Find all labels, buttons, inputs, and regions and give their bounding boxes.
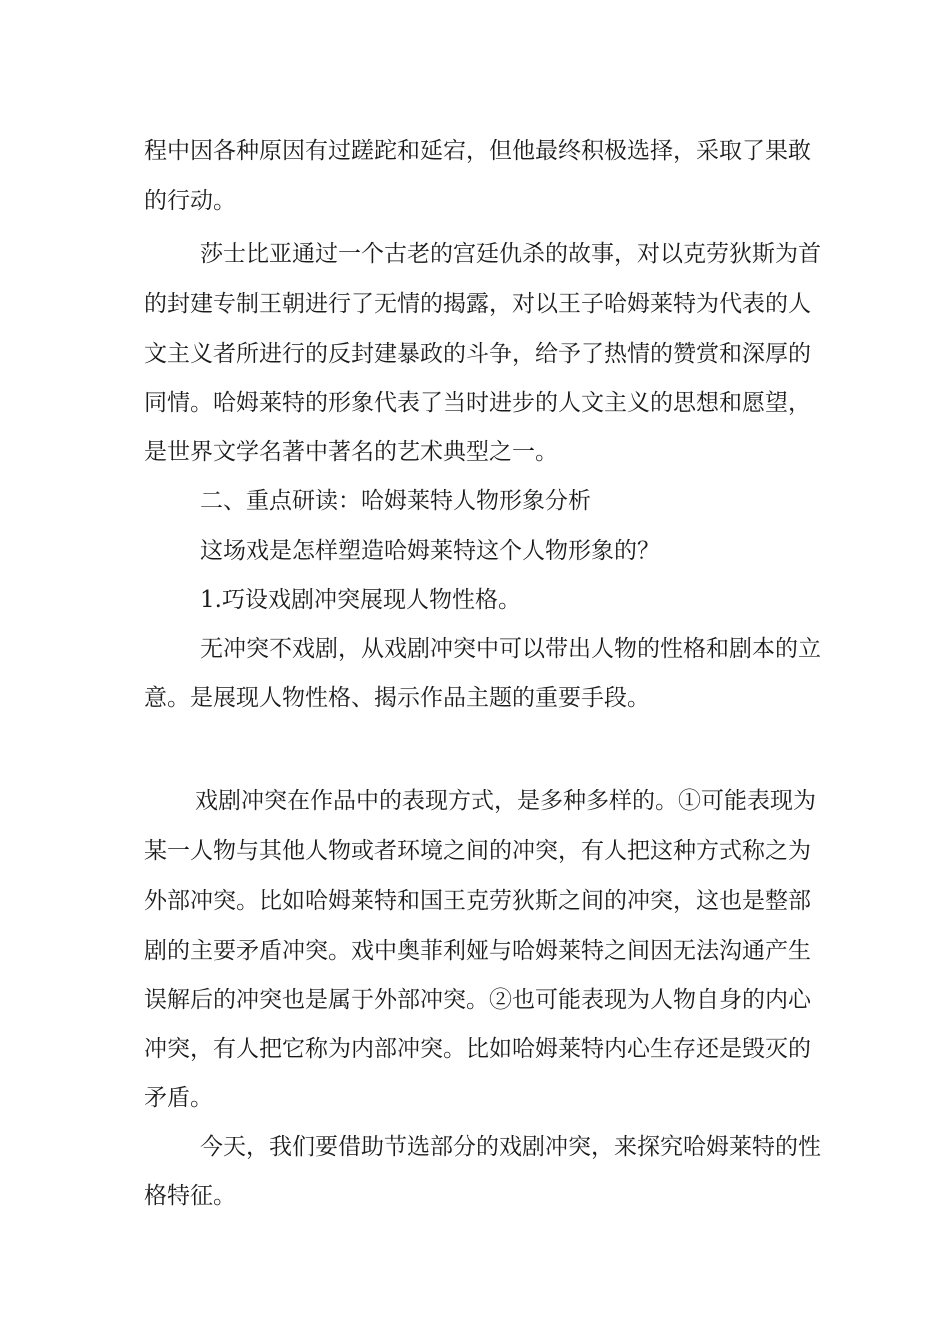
- paragraph-4-line-4: 剧的主要矛盾冲突。戏中奥菲利娅与哈姆莱特之间因无法沟通产生: [144, 938, 811, 964]
- paragraph-4-line-6: 冲突，有人把它称为内部冲突。比如哈姆莱特内心生存还是毁灭的: [144, 1036, 811, 1062]
- paragraph-2-line-2: 的封建专制王朝进行了无情的揭露，对以王子哈姆莱特为代表的人: [144, 291, 811, 317]
- paragraph-3-line-2: 意。是展现人物性格、揭示作品主题的重要手段。: [144, 685, 650, 711]
- paragraph-3-line-1: 无冲突不戏剧，从戏剧冲突中可以带出人物的性格和剧本的立: [200, 636, 821, 662]
- paragraph-5-line-2: 格特征。: [144, 1183, 236, 1209]
- paragraph-4-line-3: 外部冲突。比如哈姆莱特和国王克劳狄斯之间的冲突，这也是整部: [144, 888, 811, 914]
- paragraph-4-line-5: 误解后的冲突也是属于外部冲突。②也可能表现为人物自身的内心: [144, 987, 811, 1013]
- paragraph-2-line-5: 是世界文学名著中著名的艺术典型之一。: [144, 439, 558, 465]
- paragraph-1-line-1: 程中因各种原因有过蹉跎和延宕，但他最终积极选择，采取了果敢: [144, 138, 811, 164]
- paragraph-2-line-3: 文主义者所进行的反封建暴政的斗争，给予了热情的赞赏和深厚的: [144, 341, 811, 367]
- paragraph-4-line-2: 某一人物与其他人物或者环境之间的冲突，有人把这种方式称之为: [144, 838, 811, 864]
- paragraph-4-line-7: 矛盾。: [144, 1085, 213, 1111]
- paragraph-2-line-1: 莎士比亚通过一个古老的宫廷仇杀的故事，对以克劳狄斯为首: [200, 241, 821, 267]
- paragraph-2-line-4: 同情。哈姆莱特的形象代表了当时进步的人文主义的思想和愿望，: [144, 390, 811, 416]
- section-heading: 二、重点研读：哈姆莱特人物形象分析: [200, 488, 591, 514]
- subheading: 1.巧设戏剧冲突展现人物性格。: [200, 587, 521, 613]
- paragraph-4-line-1: 戏剧冲突在作品中的表现方式，是多种多样的。①可能表现为: [195, 788, 816, 814]
- question-text: 这场戏是怎样塑造哈姆莱特这个人物形象的？: [200, 538, 660, 564]
- paragraph-1-line-2: 的行动。: [144, 188, 236, 214]
- paragraph-5-line-1: 今天，我们要借助节选部分的戏剧冲突，来探究哈姆莱特的性: [200, 1134, 821, 1160]
